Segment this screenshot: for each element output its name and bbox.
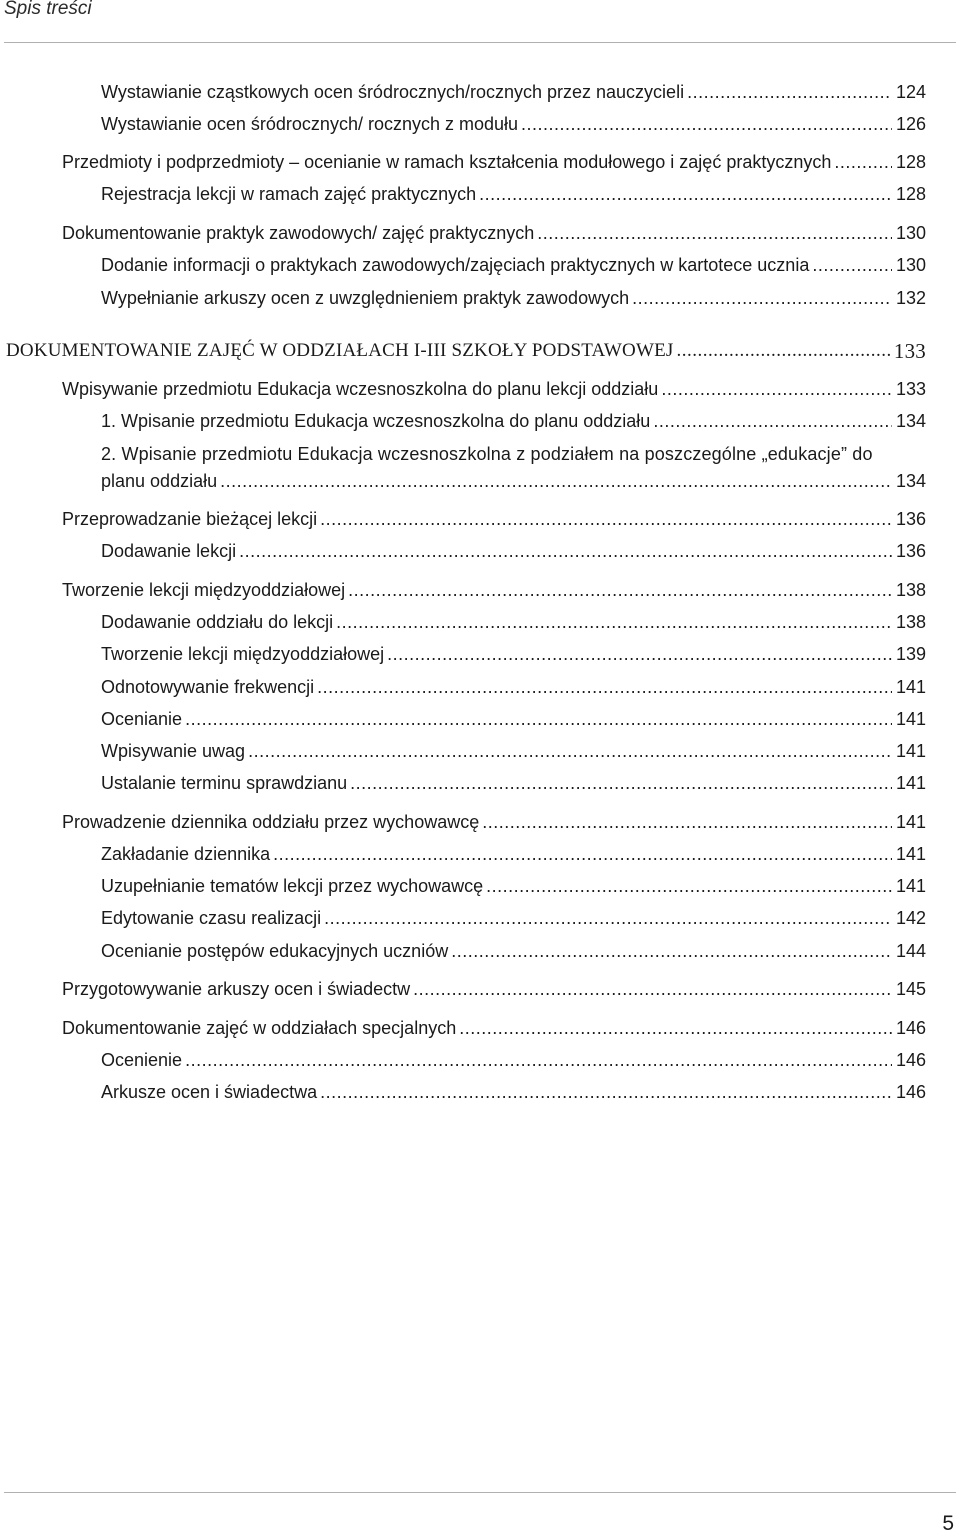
- toc-leader-dots: [336, 609, 892, 635]
- toc-entry-page-number: 128: [895, 184, 926, 204]
- toc-entry[interactable]: [101, 468, 926, 494]
- toc-entry-title: Przygotowywanie arkuszy ocen i świadectw: [62, 979, 411, 999]
- toc-leader-dots: [834, 149, 892, 175]
- toc-entry[interactable]: [101, 1079, 926, 1105]
- toc-entry[interactable]: [101, 873, 926, 899]
- toc-entry-page-number: 130: [895, 223, 926, 243]
- toc-entry-title: Wystawianie ocen śródrocznych/ rocznych z modułu: [101, 114, 519, 134]
- toc-leader-dots: [248, 738, 892, 764]
- toc-entry-title: Wpisywanie przedmiotu Edukacja wczesnoszkolna do planu lekcji oddziału: [62, 379, 659, 399]
- toc-entry[interactable]: [101, 1047, 926, 1073]
- toc-entry-page-number: 133: [893, 339, 926, 363]
- toc-entry-page-number: 141: [895, 773, 926, 793]
- toc-entry-title: Prowadzenie dziennika oddziału przez wychowawcę: [62, 812, 480, 832]
- toc-entry[interactable]: [62, 809, 926, 835]
- toc-leader-dots: [273, 841, 892, 867]
- toc-entry-page-number: 136: [895, 509, 926, 529]
- toc-entry[interactable]: [62, 220, 926, 246]
- toc-entry[interactable]: [101, 770, 926, 796]
- toc-entry-title: Ocenienie: [101, 1050, 183, 1070]
- toc-entry-title: Przedmioty i podprzedmioty – ocenianie w ramach kształcenia modułowego i zajęć praktycznych: [62, 152, 832, 172]
- toc-entry-title: Dokumentowanie praktyk zawodowych/ zajęć praktycznych: [62, 223, 535, 243]
- toc-entry[interactable]: [62, 976, 926, 1002]
- toc-entry-title: Dokumentowanie zajęć w oddziałach specjalnych: [62, 1018, 457, 1038]
- toc-entry-title: Ustalanie terminu sprawdzianu: [101, 773, 348, 793]
- toc-entry-page-number: 124: [895, 82, 926, 102]
- toc-leader-dots: [185, 1047, 892, 1073]
- toc-entry-page-number: 136: [895, 541, 926, 561]
- toc-leader-dots: [537, 220, 892, 246]
- toc-entry-page-number: 128: [895, 152, 926, 172]
- toc-leader-dots: [320, 506, 892, 532]
- toc-leader-dots: [632, 285, 892, 311]
- toc-entry-page-number: 130: [895, 255, 926, 275]
- toc-entry-page-number: 138: [895, 612, 926, 632]
- toc-leader-dots: [677, 338, 890, 364]
- toc-entry-title: 1. Wpisanie przedmiotu Edukacja wczesnoszkolna do planu oddziału: [101, 411, 651, 431]
- toc-leader-dots: [317, 674, 892, 700]
- toc-entry[interactable]: [101, 79, 926, 105]
- toc-entry-title: Zakładanie dziennika: [101, 844, 271, 864]
- toc-entry[interactable]: [101, 609, 926, 635]
- toc-entry-title: Arkusze ocen i świadectwa: [101, 1082, 318, 1102]
- running-header-title: Spis treści: [4, 0, 92, 19]
- toc-entry-title: Uzupełnianie tematów lekcji przez wychowawcę: [101, 876, 484, 896]
- toc-entry[interactable]: [101, 674, 926, 700]
- toc-entry[interactable]: [101, 641, 926, 667]
- toc-entry-page-number: 146: [895, 1050, 926, 1070]
- toc-leader-dots: [486, 873, 892, 899]
- toc-entry-title: Dodanie informacji o praktykach zawodowych/zajęciach praktycznych w kartotece ucznia: [101, 255, 810, 275]
- toc-entry-title: Rejestracja lekcji w ramach zajęć praktycznych: [101, 184, 477, 204]
- toc-entry[interactable]: [101, 938, 926, 964]
- page-number: 5: [942, 1512, 954, 1535]
- toc-leader-dots: [521, 111, 892, 137]
- toc-leader-dots: [185, 706, 892, 732]
- toc-entry-title: Dodawanie oddziału do lekcji: [101, 612, 334, 632]
- toc-leader-dots: [812, 252, 892, 278]
- toc-entry-title: Ocenianie: [101, 709, 183, 729]
- toc-entry[interactable]: [62, 1015, 926, 1041]
- toc-entry[interactable]: [101, 738, 926, 764]
- toc-entry[interactable]: [101, 706, 926, 732]
- toc-entry-page-number: 126: [895, 114, 926, 134]
- toc-entry[interactable]: [62, 149, 926, 175]
- toc-leader-dots: [479, 181, 892, 207]
- toc-leader-dots: [239, 538, 892, 564]
- footer-divider: [4, 1492, 956, 1493]
- toc-entry-title: Przeprowadzanie bieżącej lekcji: [62, 509, 318, 529]
- toc-entry[interactable]: [62, 506, 926, 532]
- toc-entry-title: Dodawanie lekcji: [101, 541, 237, 561]
- toc-leader-dots: [348, 577, 892, 603]
- toc-entry-title: Wpisywanie uwag: [101, 741, 246, 761]
- toc-leader-dots: [350, 770, 892, 796]
- toc-entry-title: Wypełnianie arkuszy ocen z uwzględnieniem praktyk zawodowych: [101, 288, 630, 308]
- toc-entry-page-number: 146: [895, 1018, 926, 1038]
- toc-leader-dots: [451, 938, 892, 964]
- toc-entry-page-number: 134: [895, 411, 926, 431]
- toc-leader-dots: [320, 1079, 892, 1105]
- toc-entry-title: Tworzenie lekcji międzyoddziałowej: [101, 644, 385, 664]
- toc-entry-page-number: 146: [895, 1082, 926, 1102]
- toc-entry-title-line: 2. Wpisanie przedmiotu Edukacja wczesnoszkolna z podziałem na poszczególne „edukacje” do: [101, 444, 873, 464]
- toc-entry-title: Ocenianie postępów edukacyjnych uczniów: [101, 941, 449, 961]
- toc-entry[interactable]: [101, 252, 926, 278]
- toc-entry-title: Wystawianie cząstkowych ocen śródrocznych/rocznych przez nauczycieli: [101, 82, 685, 102]
- toc-entry-page-number: 141: [895, 812, 926, 832]
- toc-entry-title: DOKUMENTOWANIE ZAJĘĆ W ODDZIAŁACH I-III SZKOŁY PODSTAWOWEJ: [6, 340, 674, 361]
- toc-entry-page-number: 139: [895, 644, 926, 664]
- toc-leader-dots: [324, 905, 892, 931]
- toc-leader-dots: [482, 809, 892, 835]
- toc-leader-dots: [220, 468, 892, 494]
- toc-leader-dots: [459, 1015, 892, 1041]
- toc-entry-page-number: 145: [895, 979, 926, 999]
- toc-entry[interactable]: [101, 841, 926, 867]
- toc-leader-dots: [687, 79, 892, 105]
- toc-entry-page-number: 141: [895, 844, 926, 864]
- toc-entry[interactable]: [101, 285, 926, 311]
- toc-entry-title: Tworzenie lekcji międzyoddziałowej: [62, 580, 346, 600]
- toc-entry[interactable]: [101, 905, 926, 931]
- toc-entry-page-number: 132: [895, 288, 926, 308]
- toc-entry-page-number: 141: [895, 876, 926, 896]
- toc-entry-page-number: 141: [895, 741, 926, 761]
- toc-entry[interactable]: [101, 538, 926, 564]
- toc-entry-title: Edytowanie czasu realizacji: [101, 908, 322, 928]
- header-divider: [4, 42, 956, 43]
- toc-entry[interactable]: [101, 408, 926, 434]
- toc-entry-page-number: 144: [895, 941, 926, 961]
- toc-chapter-entry[interactable]: [6, 338, 926, 364]
- toc-entry[interactable]: [101, 111, 926, 137]
- toc-entry[interactable]: [62, 577, 926, 603]
- toc-entry-page-number: 134: [895, 471, 926, 491]
- toc-leader-dots: [661, 376, 892, 402]
- toc-leader-dots: [413, 976, 892, 1002]
- toc-entry-title: planu oddziału: [101, 471, 218, 491]
- toc-entry-page-number: 141: [895, 709, 926, 729]
- toc-leader-dots: [653, 408, 892, 434]
- toc-entry-title: Odnotowywanie frekwencji: [101, 677, 315, 697]
- toc-leader-dots: [387, 641, 892, 667]
- toc-entry-page-number: 141: [895, 677, 926, 697]
- toc-entry-page-number: 142: [895, 908, 926, 928]
- toc-entry[interactable]: [101, 181, 926, 207]
- toc-entry-page-number: 138: [895, 580, 926, 600]
- toc-entry-page-number: 133: [895, 379, 926, 399]
- toc-entry[interactable]: [62, 376, 926, 402]
